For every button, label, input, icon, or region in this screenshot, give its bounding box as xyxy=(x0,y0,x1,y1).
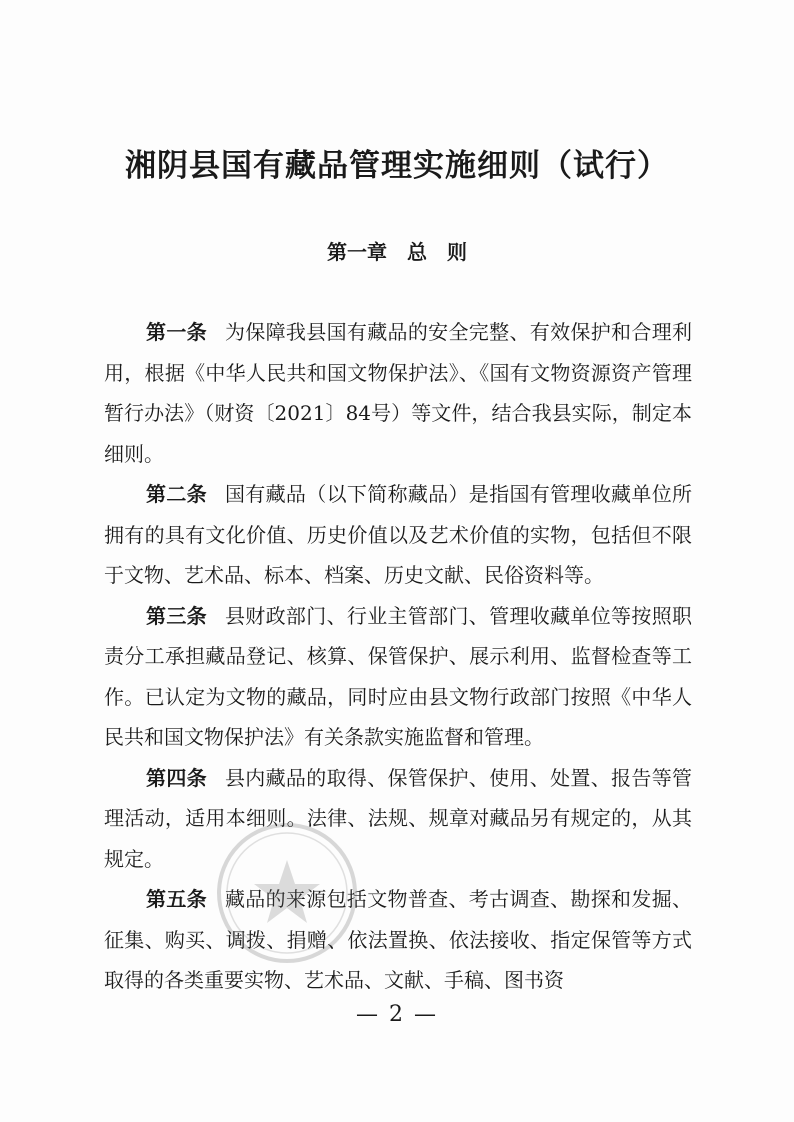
article-heading: 第三条 xyxy=(146,603,207,628)
article-2 xyxy=(104,474,692,596)
chapter-heading: 第一章 总 则 xyxy=(327,240,467,264)
article-text: 县内藏品的取得、保管保护、使用、处置、报告等管理活动，适用本细则。法律、法规、规章对藏品另有规定的，从其规定。 xyxy=(104,765,693,871)
article-1 xyxy=(104,312,692,474)
article-text: 国有藏品（以下简称藏品）是指国有管理收藏单位所拥有的具有文化价值、历史价值以及艺术价值的实物，包括但不限于文物、艺术品、标本、档案、历史文献、民俗资料等。 xyxy=(104,482,693,587)
article-3 xyxy=(104,596,692,758)
article-text: 为保障我县国有藏品的安全完整、有效保护和合理利用，根据《中华人民共和国文物保护法》、《国有文物资源资产管理暂行办法》（财资〔2021〕84号）等文件，结合我县实际，制定本细则。 xyxy=(104,320,693,466)
document-title: 湘阴县国有藏品管理实施细则（试行） xyxy=(125,148,669,184)
article-heading: 第二条 xyxy=(146,482,207,506)
article-text: 县财政部门、行业主管部门、管理收藏单位等按照职责分工承担藏品登记、核算、保管保护、展示利用、监督检查等工作。已认定为文物的藏品，同时应由县文物行政部门按照《中华人民共和国文物保护法》有关条款实施监督和管理。 xyxy=(104,603,693,749)
article-5 xyxy=(104,879,692,1001)
article-heading: 第四条 xyxy=(146,765,207,790)
document-body xyxy=(104,312,692,1001)
article-4 xyxy=(104,758,692,880)
article-text: 藏品的来源包括文物普查、考古调查、勘探和发掘、征集、购买、调拨、捐赠、依法置换、依法接收、指定保管等方式取得的各类重要实物、艺术品、文献、手稿、图书资 xyxy=(104,887,693,992)
article-heading: 第一条 xyxy=(146,320,207,344)
page-number: — 2 — xyxy=(356,1002,438,1027)
article-heading: 第五条 xyxy=(146,887,207,911)
